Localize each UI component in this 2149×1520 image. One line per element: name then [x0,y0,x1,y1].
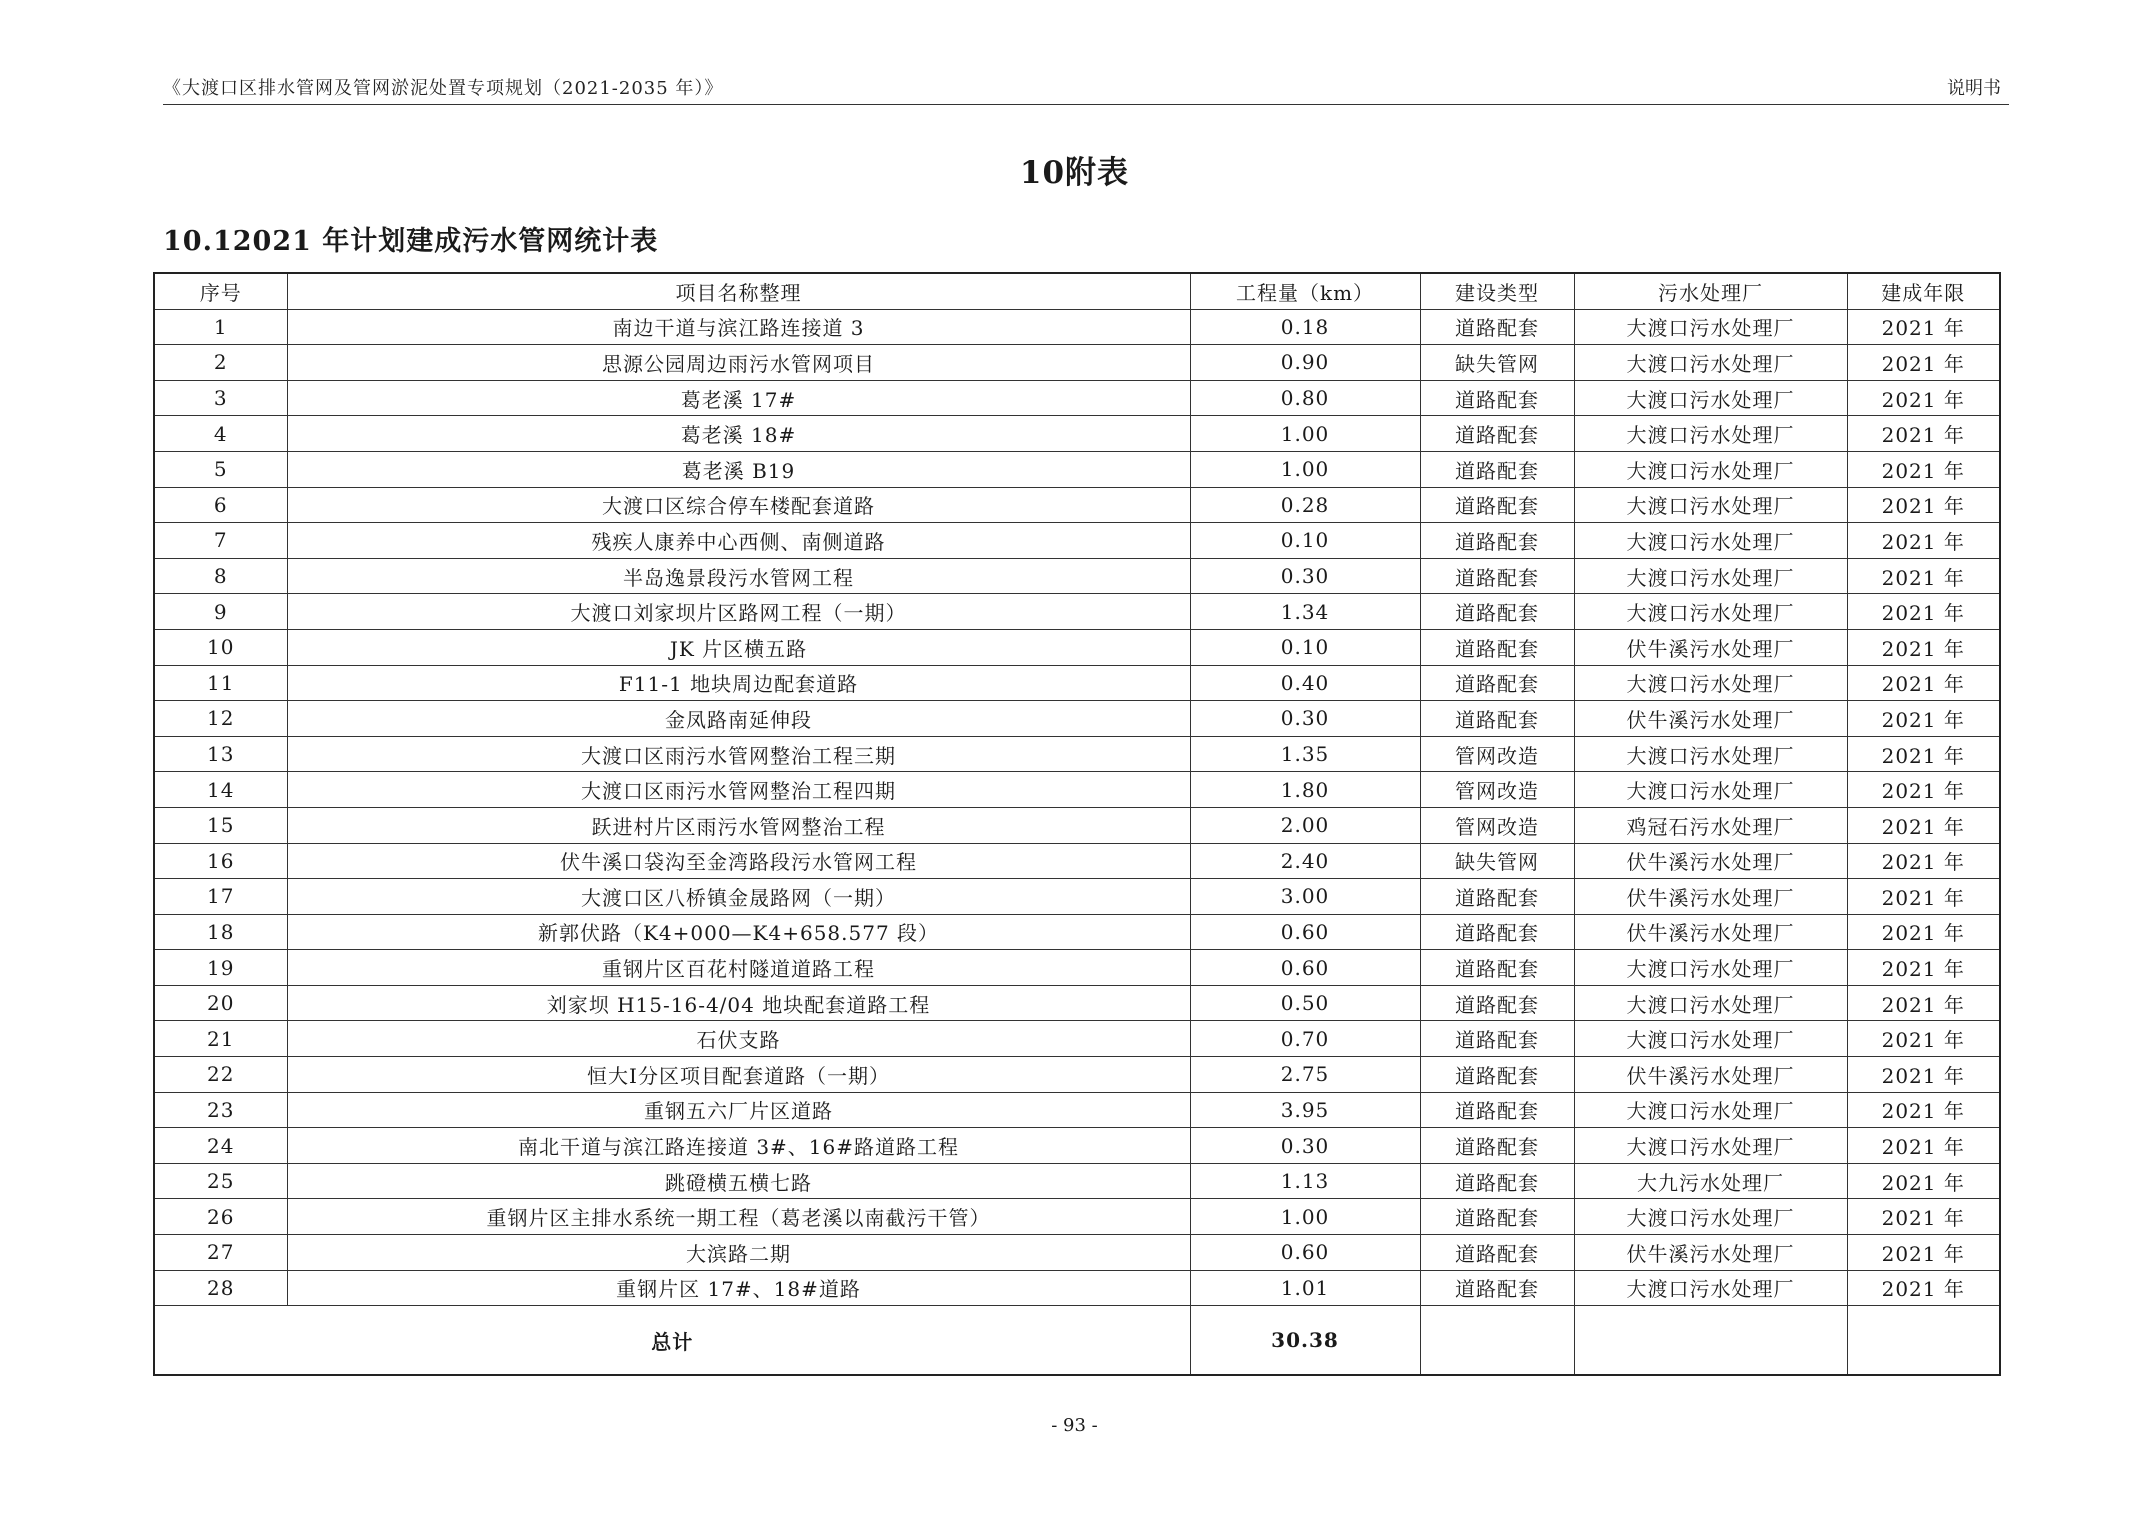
row-index-cell: 18 [154,914,287,950]
row-index-cell: 22 [154,1057,287,1093]
length-km-cell: 1.00 [1190,451,1420,487]
length-km-cell: 0.10 [1190,523,1420,559]
length-km-cell: 0.28 [1190,487,1420,523]
row-index-cell: 28 [154,1270,287,1306]
construction-type-cell: 道路配套 [1420,309,1574,345]
completion-year-cell: 2021 年 [1847,380,2000,416]
treatment-plant-cell: 大渡口污水处理厂 [1574,523,1847,559]
completion-year-cell: 2021 年 [1847,345,2000,381]
table-row [154,558,2000,594]
project-name-cell: 新郭伏路（K4+000—K4+658.577 段） [287,914,1190,950]
completion-year-cell: 2021 年 [1847,451,2000,487]
column-project-name-header: 项目名称整理 [287,273,1190,309]
table-row [154,1270,2000,1306]
project-name-cell: 南边干道与滨江路连接道 3 [287,309,1190,345]
treatment-plant-cell: 大渡口污水处理厂 [1574,736,1847,772]
table-row [154,451,2000,487]
row-index-cell: 20 [154,985,287,1021]
table-row [154,950,2000,986]
treatment-plant-cell: 大渡口污水处理厂 [1574,309,1847,345]
row-index-cell: 19 [154,950,287,986]
total-value: 30.38 [1190,1306,1420,1376]
treatment-plant-cell: 大渡口污水处理厂 [1574,416,1847,452]
project-name-cell: 大渡口区雨污水管网整治工程三期 [287,736,1190,772]
project-name-cell: 葛老溪 17# [287,380,1190,416]
length-km-cell: 1.34 [1190,594,1420,630]
column-treatment-plant-header: 污水处理厂 [1574,273,1847,309]
completion-year-cell: 2021 年 [1847,1128,2000,1164]
treatment-plant-cell: 伏牛溪污水处理厂 [1574,1235,1847,1271]
document-header-title: 《大渡口区排水管网及管网淤泥处置专项规划（2021-2035 年）》 [163,78,724,99]
treatment-plant-cell: 大渡口污水处理厂 [1574,345,1847,381]
completion-year-cell: 2021 年 [1847,629,2000,665]
project-name-cell: 重钢五六厂片区道路 [287,1092,1190,1128]
row-index-cell: 1 [154,309,287,345]
row-index-cell: 14 [154,772,287,808]
row-index-cell: 7 [154,523,287,559]
completion-year-cell: 2021 年 [1847,879,2000,915]
treatment-plant-cell: 大渡口污水处理厂 [1574,594,1847,630]
completion-year-cell: 2021 年 [1847,1235,2000,1271]
treatment-plant-cell: 大渡口污水处理厂 [1574,772,1847,808]
construction-type-cell: 道路配套 [1420,451,1574,487]
project-name-cell: 石伏支路 [287,1021,1190,1057]
project-name-cell: 伏牛溪口袋沟至金湾路段污水管网工程 [287,843,1190,879]
treatment-plant-cell: 大渡口污水处理厂 [1574,558,1847,594]
construction-type-cell: 道路配套 [1420,701,1574,737]
treatment-plant-cell: 大渡口污水处理厂 [1574,487,1847,523]
construction-type-cell: 道路配套 [1420,950,1574,986]
length-km-cell: 1.01 [1190,1270,1420,1306]
row-index-cell: 27 [154,1235,287,1271]
treatment-plant-cell: 大渡口污水处理厂 [1574,665,1847,701]
length-km-cell: 2.00 [1190,807,1420,843]
sewer-network-table [153,272,1999,1376]
construction-type-cell: 道路配套 [1420,985,1574,1021]
project-name-cell: 大渡口刘家坝片区路网工程（一期） [287,594,1190,630]
row-index-cell: 17 [154,879,287,915]
column-completion-year-header: 建成年限 [1847,273,2000,309]
treatment-plant-cell: 大渡口污水处理厂 [1574,985,1847,1021]
row-index-cell: 9 [154,594,287,630]
construction-type-cell: 道路配套 [1420,1128,1574,1164]
project-name-cell: JK 片区横五路 [287,629,1190,665]
project-name-cell: 葛老溪 18# [287,416,1190,452]
construction-type-cell: 道路配套 [1420,558,1574,594]
treatment-plant-cell: 大九污水处理厂 [1574,1163,1847,1199]
column-index-header: 序号 [154,273,287,309]
page-number: - 93 - [1051,1415,1098,1436]
length-km-cell: 0.30 [1190,558,1420,594]
table-row [154,1163,2000,1199]
project-name-cell: F11-1 地块周边配套道路 [287,665,1190,701]
treatment-plant-cell: 伏牛溪污水处理厂 [1574,914,1847,950]
completion-year-cell: 2021 年 [1847,523,2000,559]
construction-type-cell: 道路配套 [1420,1092,1574,1128]
row-index-cell: 8 [154,558,287,594]
total-empty-cell [1847,1306,2000,1376]
treatment-plant-cell: 大渡口污水处理厂 [1574,451,1847,487]
table-row [154,1057,2000,1093]
completion-year-cell: 2021 年 [1847,701,2000,737]
table-row [154,487,2000,523]
length-km-cell: 2.75 [1190,1057,1420,1093]
completion-year-cell: 2021 年 [1847,665,2000,701]
project-name-cell: 大渡口区八桥镇金晟路网（一期） [287,879,1190,915]
completion-year-cell: 2021 年 [1847,1163,2000,1199]
construction-type-cell: 管网改造 [1420,736,1574,772]
treatment-plant-cell: 大渡口污水处理厂 [1574,1199,1847,1235]
length-km-cell: 0.60 [1190,950,1420,986]
project-name-cell: 重钢片区主排水系统一期工程（葛老溪以南截污干管） [287,1199,1190,1235]
project-name-cell: 重钢片区 17#、18#道路 [287,1270,1190,1306]
total-empty-cell [1420,1306,1574,1376]
treatment-plant-cell: 鸡冠石污水处理厂 [1574,807,1847,843]
row-index-cell: 6 [154,487,287,523]
table-row [154,380,2000,416]
treatment-plant-cell: 伏牛溪污水处理厂 [1574,1057,1847,1093]
row-index-cell: 10 [154,629,287,665]
row-index-cell: 15 [154,807,287,843]
construction-type-cell: 道路配套 [1420,879,1574,915]
table-row [154,416,2000,452]
construction-type-cell: 道路配套 [1420,416,1574,452]
construction-type-cell: 道路配套 [1420,1270,1574,1306]
length-km-cell: 1.13 [1190,1163,1420,1199]
table-header-row [154,273,2000,309]
length-km-cell: 0.70 [1190,1021,1420,1057]
length-km-cell: 1.35 [1190,736,1420,772]
table-row [154,736,2000,772]
completion-year-cell: 2021 年 [1847,985,2000,1021]
project-name-cell: 金凤路南延伸段 [287,701,1190,737]
length-km-cell: 0.60 [1190,1235,1420,1271]
treatment-plant-cell: 大渡口污水处理厂 [1574,1092,1847,1128]
table-row [154,985,2000,1021]
length-km-cell: 0.10 [1190,629,1420,665]
project-name-cell: 大渡口区雨污水管网整治工程四期 [287,772,1190,808]
row-index-cell: 24 [154,1128,287,1164]
table-row [154,309,2000,345]
row-index-cell: 12 [154,701,287,737]
completion-year-cell: 2021 年 [1847,1199,2000,1235]
row-index-cell: 3 [154,380,287,416]
completion-year-cell: 2021 年 [1847,594,2000,630]
column-construction-type-header: 建设类型 [1420,273,1574,309]
table-row [154,629,2000,665]
completion-year-cell: 2021 年 [1847,843,2000,879]
document-header-type: 说明书 [1947,78,2001,99]
table-row [154,1235,2000,1271]
header-divider [163,104,2009,105]
length-km-cell: 2.40 [1190,843,1420,879]
completion-year-cell: 2021 年 [1847,1057,2000,1093]
construction-type-cell: 道路配套 [1420,1235,1574,1271]
project-name-cell: 残疾人康养中心西侧、南侧道路 [287,523,1190,559]
construction-type-cell: 道路配套 [1420,1163,1574,1199]
treatment-plant-cell: 伏牛溪污水处理厂 [1574,629,1847,665]
project-name-cell: 恒大Ⅰ分区项目配套道路（一期） [287,1057,1190,1093]
project-name-cell: 跃进村片区雨污水管网整治工程 [287,807,1190,843]
table-row [154,594,2000,630]
length-km-cell: 3.00 [1190,879,1420,915]
table-row [154,345,2000,381]
treatment-plant-cell: 大渡口污水处理厂 [1574,950,1847,986]
total-label: 总计 [154,1306,1190,1376]
table-body [154,309,2000,1375]
row-index-cell: 26 [154,1199,287,1235]
length-km-cell: 1.00 [1190,416,1420,452]
project-name-cell: 南北干道与滨江路连接道 3#、16#路道路工程 [287,1128,1190,1164]
completion-year-cell: 2021 年 [1847,558,2000,594]
row-index-cell: 11 [154,665,287,701]
length-km-cell: 1.80 [1190,772,1420,808]
project-name-cell: 重钢片区百花村隧道道路工程 [287,950,1190,986]
row-index-cell: 16 [154,843,287,879]
length-km-cell: 0.60 [1190,914,1420,950]
construction-type-cell: 道路配套 [1420,629,1574,665]
length-km-cell: 0.40 [1190,665,1420,701]
project-name-cell: 刘家坝 H15-16-4/04 地块配套道路工程 [287,985,1190,1021]
completion-year-cell: 2021 年 [1847,416,2000,452]
construction-type-cell: 道路配套 [1420,380,1574,416]
row-index-cell: 23 [154,1092,287,1128]
treatment-plant-cell: 大渡口污水处理厂 [1574,1128,1847,1164]
table-row [154,843,2000,879]
row-index-cell: 13 [154,736,287,772]
length-km-cell: 0.90 [1190,345,1420,381]
total-empty-cell [1574,1306,1847,1376]
treatment-plant-cell: 伏牛溪污水处理厂 [1574,701,1847,737]
length-km-cell: 0.80 [1190,380,1420,416]
completion-year-cell: 2021 年 [1847,736,2000,772]
total-row [154,1306,2000,1376]
completion-year-cell: 2021 年 [1847,950,2000,986]
table-row [154,1092,2000,1128]
row-index-cell: 21 [154,1021,287,1057]
construction-type-cell: 道路配套 [1420,914,1574,950]
table-row [154,1199,2000,1235]
section-title: 10.12021 年计划建成污水管网统计表 [163,226,659,257]
column-length-km-header: 工程量（km） [1190,273,1420,309]
completion-year-cell: 2021 年 [1847,487,2000,523]
project-name-cell: 思源公园周边雨污水管网项目 [287,345,1190,381]
completion-year-cell: 2021 年 [1847,309,2000,345]
length-km-cell: 0.50 [1190,985,1420,1021]
table-row [154,701,2000,737]
table-row [154,1128,2000,1164]
row-index-cell: 2 [154,345,287,381]
length-km-cell: 0.18 [1190,309,1420,345]
table-row [154,807,2000,843]
completion-year-cell: 2021 年 [1847,1270,2000,1306]
completion-year-cell: 2021 年 [1847,807,2000,843]
chapter-title: 10附表 [1019,155,1130,191]
construction-type-cell: 管网改造 [1420,807,1574,843]
construction-type-cell: 道路配套 [1420,665,1574,701]
length-km-cell: 1.00 [1190,1199,1420,1235]
construction-type-cell: 缺失管网 [1420,843,1574,879]
construction-type-cell: 道路配套 [1420,594,1574,630]
construction-type-cell: 道路配套 [1420,1057,1574,1093]
construction-type-cell: 道路配套 [1420,1021,1574,1057]
construction-type-cell: 道路配套 [1420,1199,1574,1235]
table-row [154,523,2000,559]
construction-type-cell: 管网改造 [1420,772,1574,808]
completion-year-cell: 2021 年 [1847,914,2000,950]
row-index-cell: 4 [154,416,287,452]
project-name-cell: 葛老溪 B19 [287,451,1190,487]
completion-year-cell: 2021 年 [1847,1021,2000,1057]
table-row [154,665,2000,701]
construction-type-cell: 道路配套 [1420,523,1574,559]
table-row [154,914,2000,950]
construction-type-cell: 道路配套 [1420,487,1574,523]
table-row [154,772,2000,808]
length-km-cell: 0.30 [1190,701,1420,737]
length-km-cell: 3.95 [1190,1092,1420,1128]
row-index-cell: 5 [154,451,287,487]
project-name-cell: 大滨路二期 [287,1235,1190,1271]
project-name-cell: 大渡口区综合停车楼配套道路 [287,487,1190,523]
treatment-plant-cell: 大渡口污水处理厂 [1574,380,1847,416]
project-name-cell: 半岛逸景段污水管网工程 [287,558,1190,594]
treatment-plant-cell: 大渡口污水处理厂 [1574,1021,1847,1057]
completion-year-cell: 2021 年 [1847,772,2000,808]
length-km-cell: 0.30 [1190,1128,1420,1164]
treatment-plant-cell: 伏牛溪污水处理厂 [1574,843,1847,879]
treatment-plant-cell: 大渡口污水处理厂 [1574,1270,1847,1306]
completion-year-cell: 2021 年 [1847,1092,2000,1128]
row-index-cell: 25 [154,1163,287,1199]
treatment-plant-cell: 伏牛溪污水处理厂 [1574,879,1847,915]
table-row [154,879,2000,915]
table-row [154,1021,2000,1057]
construction-type-cell: 缺失管网 [1420,345,1574,381]
project-name-cell: 跳磴横五横七路 [287,1163,1190,1199]
